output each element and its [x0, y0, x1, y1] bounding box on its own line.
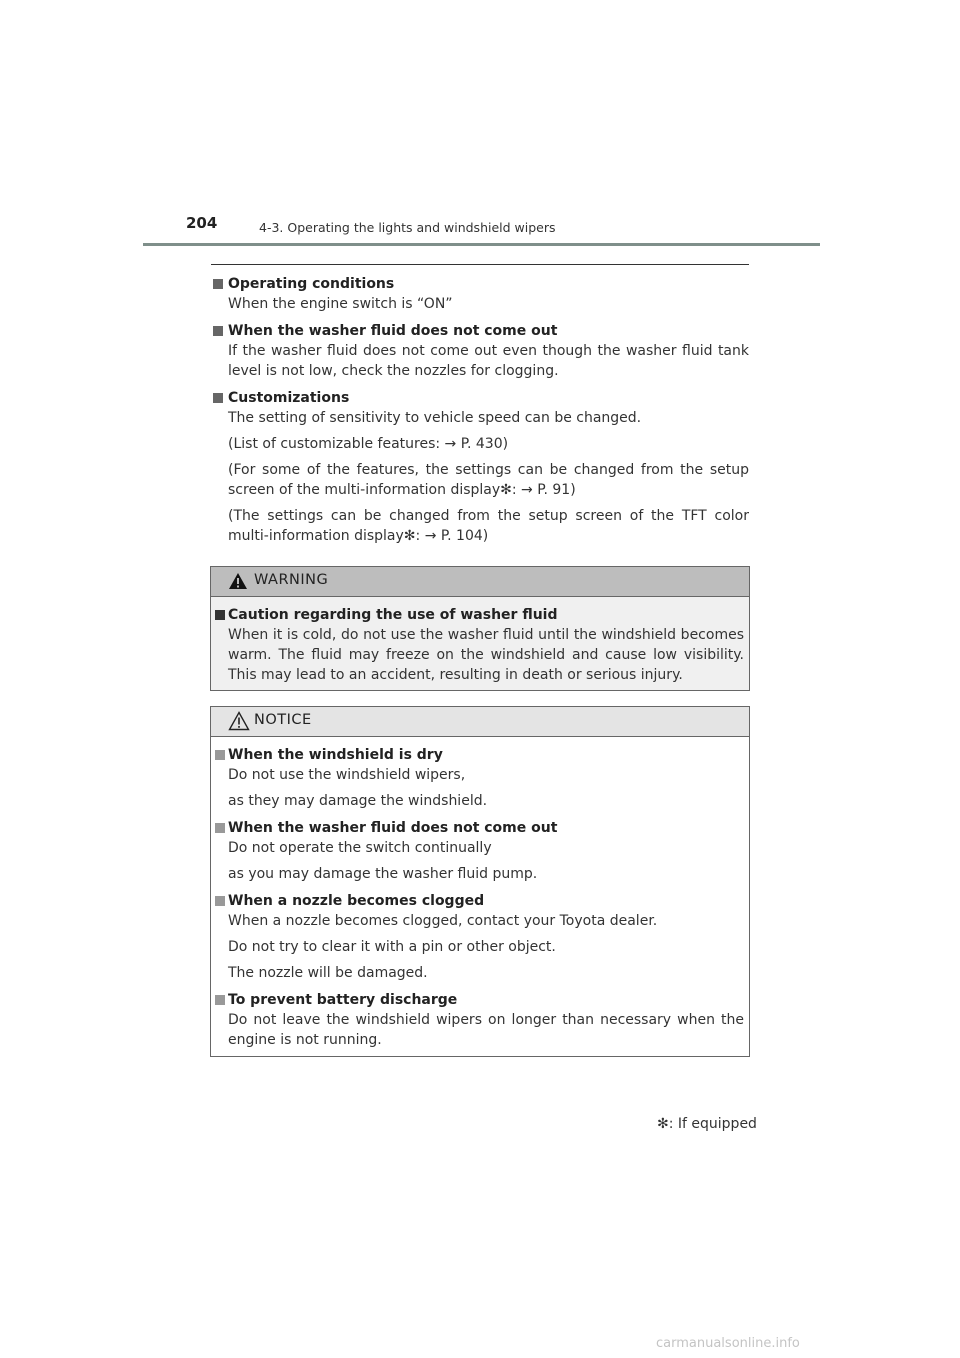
notice-text: as you may damage the washer fluid pump.: [228, 866, 538, 882]
paragraph: (List of customizable features: → P. 430): [228, 436, 509, 452]
notice-text: Do not operate the switch continually: [228, 840, 492, 856]
notice-heading-windshield-dry: When the windshield is dry: [211, 745, 744, 765]
section-heading-customizations: Customizations: [211, 388, 749, 408]
bullet-square-icon: [215, 823, 225, 833]
section-title: 4-3. Operating the lights and windshield wipers: [259, 220, 556, 235]
notice-text: When a nozzle becomes clogged, contact your Toyota dealer.: [228, 913, 658, 929]
paragraph: The setting of sensitivity to vehicle speed can be changed.: [228, 410, 642, 426]
notice-header: [211, 707, 749, 737]
watermark: carmanualsonline.info: [656, 1336, 800, 1351]
warning-triangle-icon: [228, 572, 248, 590]
warning-heading: Caution regarding the use of washer fluid: [211, 605, 744, 625]
notice-box: [210, 706, 750, 1057]
paragraph: (The settings can be changed from the setup screen of the TFT color multi-information display✻: → P. 104): [228, 508, 749, 544]
warning-box: [210, 566, 750, 691]
notice-text: Do not leave the windshield wipers on longer than necessary when the engine is not running.: [228, 1012, 744, 1048]
notice-text: The nozzle will be damaged.: [228, 965, 428, 981]
footnote-if-equipped: ✻: If equipped: [657, 1116, 757, 1132]
section-heading-washer-fluid: When the washer fluid does not come out: [211, 321, 749, 341]
paragraph: If the washer fluid does not come out even though the washer fluid tank level is not low, check the nozzles for clogging.: [228, 343, 749, 379]
section-heading-operating-conditions: Operating conditions: [211, 274, 749, 294]
notice-text: Do not use the windshield wipers,: [228, 767, 466, 783]
warning-text: When it is cold, do not use the washer fluid until the windshield becomes warm. The fluid may freeze on the windshield and cause low visibility. This may lead to an accident, resulting in death or serious injury.: [228, 627, 744, 683]
bullet-square-icon: [213, 393, 223, 403]
top-divider: [211, 264, 749, 265]
warning-header: [211, 567, 749, 597]
notice-heading-nozzle-clogged: When a nozzle becomes clogged: [211, 891, 744, 911]
bullet-square-icon: [213, 279, 223, 289]
bullet-square-icon: [213, 326, 223, 336]
notice-text: as they may damage the windshield.: [228, 793, 488, 809]
header-rule: [143, 243, 820, 246]
paragraph: (For some of the features, the settings can be changed from the setup screen of the multi-information display✻: → P. 91): [228, 462, 749, 498]
bullet-square-icon: [215, 610, 225, 620]
notice-triangle-icon: [228, 711, 250, 731]
paragraph: When the engine switch is “ON”: [228, 296, 453, 312]
bullet-square-icon: [215, 896, 225, 906]
notice-title: NOTICE: [254, 712, 312, 728]
notice-text: Do not try to clear it with a pin or other object.: [228, 939, 556, 955]
bullet-square-icon: [215, 995, 225, 1005]
notice-heading-washer-fluid: When the washer fluid does not come out: [211, 818, 744, 838]
bullet-square-icon: [215, 750, 225, 760]
main-content: [211, 264, 749, 546]
page-number: 204: [186, 214, 218, 232]
page-header: [0, 0, 960, 250]
warning-title: WARNING: [254, 572, 329, 588]
notice-heading-battery-discharge: To prevent battery discharge: [211, 990, 744, 1010]
